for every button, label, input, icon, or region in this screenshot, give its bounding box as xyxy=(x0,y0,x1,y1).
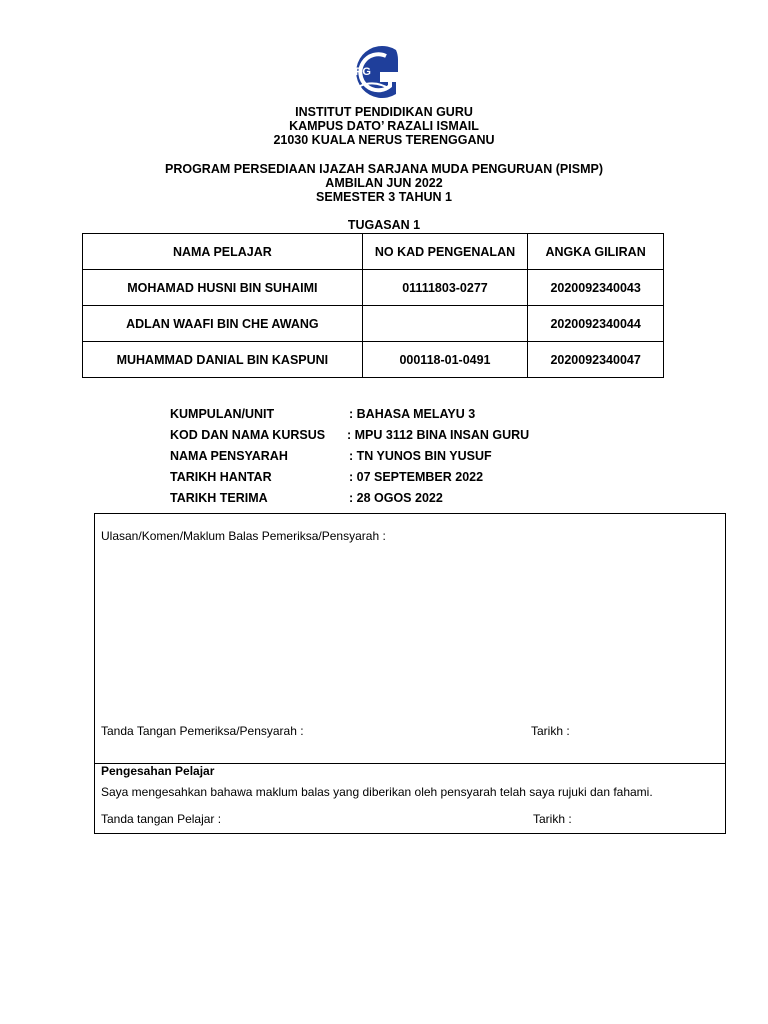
feedback-box xyxy=(94,513,726,834)
student-name: ADLAN WAAFI BIN CHE AWANG xyxy=(83,306,363,342)
header-no-kad: NO KAD PENGENALAN xyxy=(362,234,528,270)
table-row xyxy=(83,270,664,306)
ipg-logo-icon xyxy=(346,42,402,104)
program-header xyxy=(0,162,768,204)
institute-header xyxy=(0,105,768,147)
assignment-title: TUGASAN 1 xyxy=(347,218,421,232)
table-row xyxy=(83,342,664,378)
semester: SEMESTER 3 TAHUN 1 xyxy=(316,190,452,204)
students-table xyxy=(82,233,664,378)
student-name: MOHAMAD HUSNI BIN SUHAIMI xyxy=(83,270,363,306)
student-number: 2020092340043 xyxy=(528,270,664,306)
lecturer-date-label: Tarikh : xyxy=(531,724,570,738)
table-row xyxy=(83,306,664,342)
table-header-row xyxy=(83,234,664,270)
lecturer-signature-label: Tanda Tangan Pemeriksa/Pensyarah : xyxy=(101,724,304,738)
pensyarah-value: : TN YUNOS BIN YUSUF xyxy=(349,449,492,463)
student-ic: 000118-01-0491 xyxy=(362,342,528,378)
student-ic: 01111803-0277 xyxy=(362,270,528,306)
student-number: 2020092340047 xyxy=(528,342,664,378)
header-nama-pelajar: NAMA PELAJAR xyxy=(83,234,363,270)
pensyarah-label: NAMA PENSYARAH xyxy=(170,449,288,463)
kursus-label: KOD DAN NAMA KURSUS xyxy=(170,428,326,442)
kumpulan-label: KUMPULAN/UNIT xyxy=(170,407,275,421)
intake: AMBILAN JUN 2022 xyxy=(325,176,443,190)
hantar-value: : 07 SEPTEMBER 2022 xyxy=(349,470,484,484)
logo-text: IPG xyxy=(352,66,371,78)
kumpulan-value: : BAHASA MELAYU 3 xyxy=(349,407,476,421)
student-name: MUHAMMAD DANIAL BIN KASPUNI xyxy=(83,342,363,378)
header-angka-giliran: ANGKA GILIRAN xyxy=(528,234,664,270)
terima-value: : 28 OGOS 2022 xyxy=(349,491,443,505)
student-date-label: Tarikh : xyxy=(533,812,572,826)
student-number: 2020092340044 xyxy=(528,306,664,342)
comment-label: Ulasan/Komen/Maklum Balas Pemeriksa/Pensyarah : xyxy=(101,529,386,543)
campus-name: KAMPUS DATO’ RAZALI ISMAIL xyxy=(289,119,479,133)
campus-address: 21030 KUALA NERUS TERENGGANU xyxy=(273,133,495,147)
terima-label: TARIKH TERIMA xyxy=(170,491,268,505)
confirmation-title: Pengesahan Pelajar xyxy=(101,764,215,778)
institute-name: INSTITUT PENDIDIKAN GURU xyxy=(295,105,473,119)
kursus-value: : MPU 3112 BINA INSAN GURU xyxy=(347,428,530,442)
student-signature-label: Tanda tangan Pelajar : xyxy=(101,812,222,826)
confirmation-statement: Saya mengesahkan bahawa maklum balas yang diberikan oleh pensyarah telah saya rujuki dan fahami. xyxy=(101,785,653,799)
hantar-label: TARIKH HANTAR xyxy=(170,470,272,484)
student-ic xyxy=(362,306,528,342)
program-name: PROGRAM PERSEDIAAN IJAZAH SARJANA MUDA PENGURUAN (PISMP) xyxy=(165,162,603,176)
